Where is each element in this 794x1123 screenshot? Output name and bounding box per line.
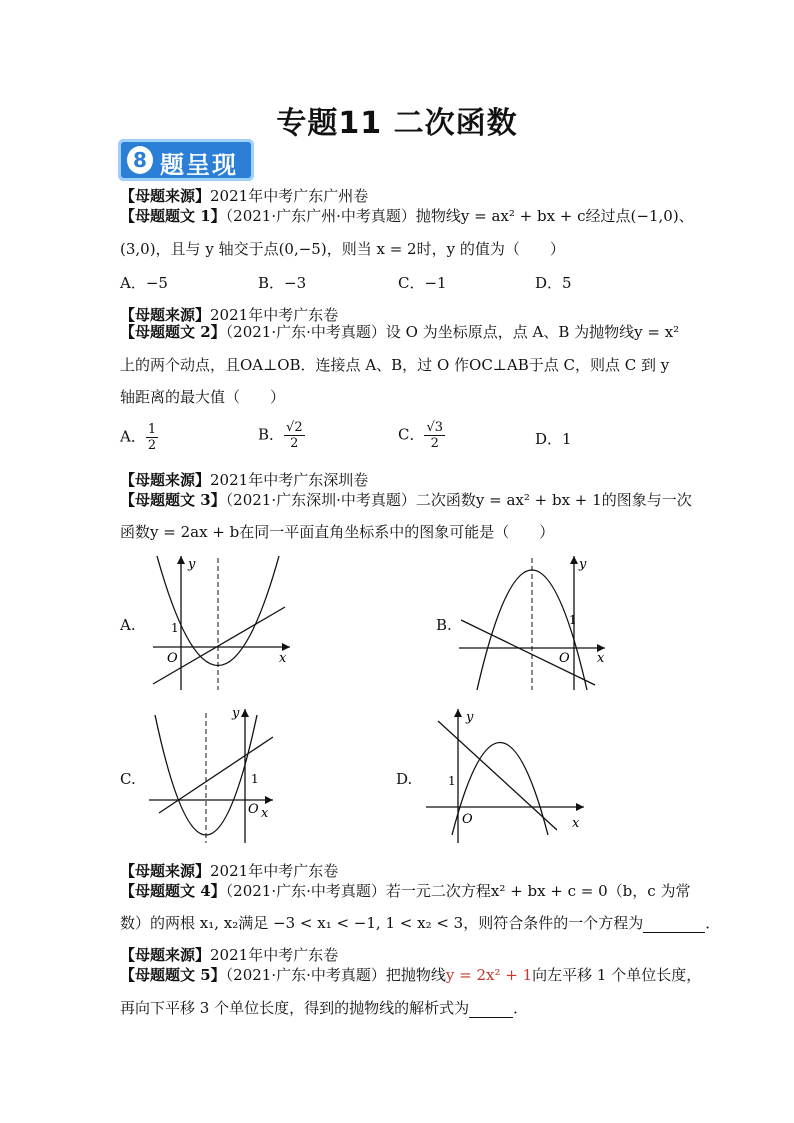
- graph-a-x-label: x: [279, 651, 287, 666]
- q2-option-c: C． $\frac{√3}{2}$: [398, 420, 444, 451]
- graph-d-one: 1: [448, 774, 456, 788]
- q2-option-d: D．1: [535, 430, 572, 448]
- graph-d-x-label: x: [572, 816, 580, 831]
- q1-option-c: C．−1: [398, 274, 447, 292]
- badge-label: 题呈现: [160, 151, 238, 179]
- graph-b-y-label: y: [579, 557, 587, 572]
- q4-text-1: 【母题题文 4】（2021·广东·中考真题）若一元二次方程x² + bx + c = 0（b，c 为常: [120, 882, 691, 900]
- q1-option-d: D．5: [535, 274, 572, 292]
- graph-d: [422, 705, 590, 845]
- q3-source: 【母题来源】2021年中考广东深圳卷: [120, 471, 369, 489]
- q2-source: 【母题来源】2021年中考广东卷: [120, 306, 339, 324]
- q2-option-a: A． $\frac{1}{2}$: [120, 422, 157, 453]
- graph-c-origin: O: [248, 802, 259, 817]
- q5-text-1: 【母题题文 5】（2021·广东·中考真题）把抛物线y = 2x² + 1向左平移 1 个单位长度，: [120, 966, 702, 984]
- q1-option-a: A．−5: [120, 274, 168, 292]
- graph-d-label: D.: [396, 770, 413, 788]
- graph-a: [145, 550, 295, 695]
- q3-text-2: 函数y = 2ax + b在同一平面直角坐标系中的图象可能是（ ）: [120, 523, 555, 541]
- graph-a-one: 1: [171, 621, 179, 635]
- graph-c-label: C.: [120, 770, 136, 788]
- graph-d-y-label: y: [466, 710, 474, 725]
- q2-option-b: B． $\frac{√2}{2}$: [258, 420, 303, 451]
- q5-text-2: 再向下平移 3 个单位长度，得到的抛物线的解析式为 ．: [120, 999, 529, 1017]
- graph-a-origin: O: [167, 651, 178, 666]
- graph-c: [145, 705, 280, 845]
- q1-text-2: (3,0)，且与 y 轴交于点(0,−5)，则当 x = 2时，y 的值为（ ）: [120, 240, 565, 258]
- q5-source: 【母题来源】2021年中考广东卷: [120, 946, 339, 964]
- badge-number-icon: 8: [127, 146, 153, 174]
- q2-text-1: 【母题题文 2】（2021·广东·中考真题）设 O 为坐标原点，点 A、B 为抛物线y = x²: [120, 323, 680, 341]
- graph-a-y-label: y: [188, 557, 196, 572]
- graph-b-origin: O: [559, 651, 570, 666]
- q2-text-3: 轴距离的最大值（ ）: [120, 388, 286, 406]
- graph-b: [455, 550, 610, 695]
- graph-c-y-label: y: [232, 706, 240, 721]
- q4-text-2: 数）的两根 x₁, x₂满足 −3 < x₁ < −1, 1 < x₂ < 3，则符合条件的一个方程为 ．: [120, 914, 721, 932]
- graph-b-x-label: x: [597, 651, 605, 666]
- q3-text-1: 【母题题文 3】（2021·广东深圳·中考真题）二次函数y = ax² + bx + 1的图象与一次: [120, 491, 692, 509]
- q1-option-b: B．−3: [258, 274, 307, 292]
- q4-source: 【母题来源】2021年中考广东卷: [120, 862, 339, 880]
- graph-c-one: 1: [251, 772, 259, 786]
- page-title: 专题11 二次函数: [276, 106, 518, 141]
- q1-text-1: 【母题题文 1】（2021·广东广州·中考真题）抛物线y = ax² + bx + c经过点(−1,0)、: [120, 207, 694, 225]
- graph-d-origin: O: [462, 812, 473, 827]
- graph-b-one: 1: [569, 613, 577, 627]
- graph-c-x-label: x: [261, 806, 269, 821]
- q1-source: 【母题来源】2021年中考广东广州卷: [120, 187, 369, 205]
- graph-a-label: A.: [120, 616, 136, 634]
- q2-text-2: 上的两个动点，且OA⊥OB．连接点 A、B，过 O 作OC⊥AB于点 C，则点 C 到 y: [120, 356, 670, 374]
- section-badge: [118, 139, 254, 181]
- graph-b-label: B.: [436, 616, 452, 634]
